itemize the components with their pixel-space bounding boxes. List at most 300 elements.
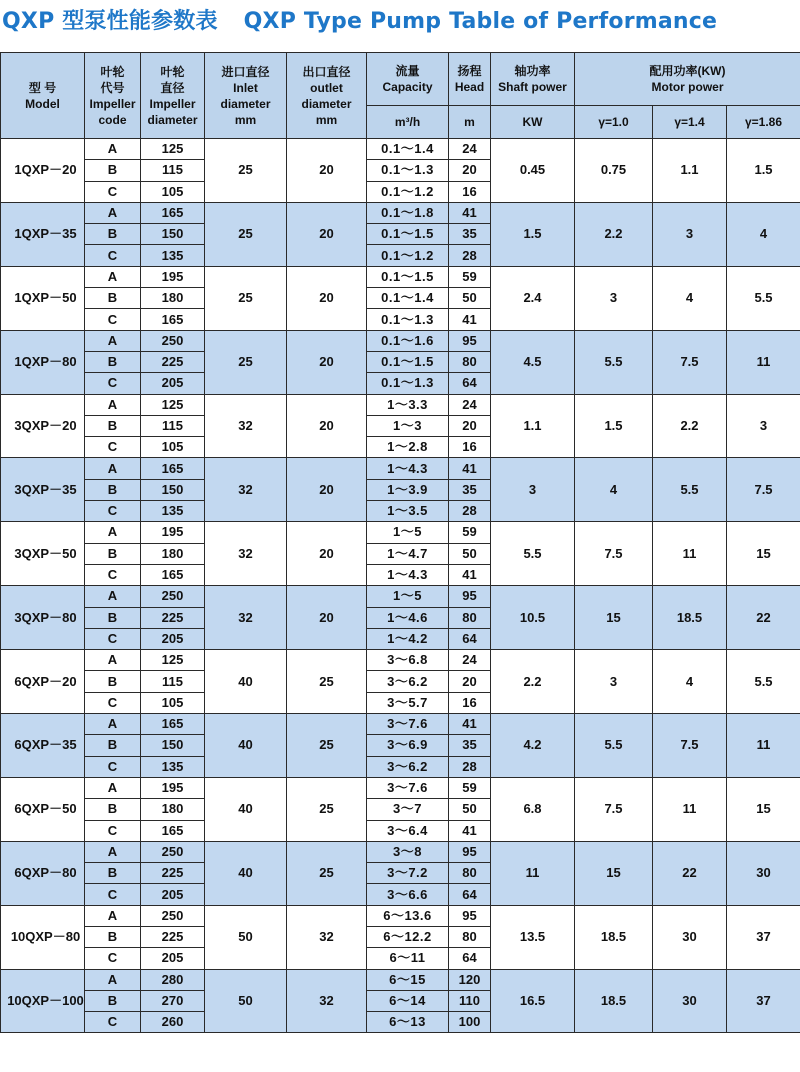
head-cell: 120 xyxy=(449,969,491,990)
inlet-cell: 40 xyxy=(205,714,287,778)
model-cell: 10QXP－100 xyxy=(1,969,85,1033)
impeller-diameter-cell: 165 xyxy=(141,714,205,735)
impeller-code-cell: B xyxy=(85,671,141,692)
capacity-cell: 0.1～1.4 xyxy=(367,139,449,160)
head-cell: 110 xyxy=(449,990,491,1011)
header-gamma-2: γ=1.4 xyxy=(653,106,727,139)
capacity-cell: 3～7.6 xyxy=(367,714,449,735)
head-cell: 35 xyxy=(449,224,491,245)
impeller-code-cell: C xyxy=(85,373,141,394)
model-cell: 6QXP－80 xyxy=(1,841,85,905)
outlet-cell: 20 xyxy=(287,330,367,394)
table-body xyxy=(1,139,800,1033)
impeller-diameter-cell: 250 xyxy=(141,905,205,926)
capacity-cell: 3～6.2 xyxy=(367,756,449,777)
motor-power-g1-cell: 5.5 xyxy=(575,330,653,394)
header-impeller-diameter: 叶轮 直径 Impeller diameter xyxy=(141,53,205,139)
header-impeller-code: 叶轮 代号 Impeller code xyxy=(85,53,141,139)
capacity-cell: 0.1～1.6 xyxy=(367,330,449,351)
motor-power-g1-cell: 5.5 xyxy=(575,714,653,778)
header-inlet: 进口直径 Inlet diameter mm xyxy=(205,53,287,139)
impeller-code-cell: B xyxy=(85,479,141,500)
motor-power-g2-cell: 7.5 xyxy=(653,714,727,778)
shaft-power-cell: 1.1 xyxy=(491,394,575,458)
impeller-code-cell: B xyxy=(85,415,141,436)
impeller-diameter-cell: 225 xyxy=(141,351,205,372)
impeller-code-cell: A xyxy=(85,330,141,351)
capacity-cell: 0.1～1.8 xyxy=(367,202,449,223)
shaft-power-cell: 5.5 xyxy=(491,522,575,586)
head-cell: 16 xyxy=(449,437,491,458)
impeller-code-cell: C xyxy=(85,692,141,713)
impeller-code-cell: B xyxy=(85,926,141,947)
impeller-diameter-cell: 165 xyxy=(141,309,205,330)
impeller-code-cell: A xyxy=(85,777,141,798)
impeller-diameter-cell: 260 xyxy=(141,1012,205,1033)
impeller-code-cell: A xyxy=(85,266,141,287)
outlet-cell: 25 xyxy=(287,650,367,714)
capacity-cell: 0.1～1.5 xyxy=(367,266,449,287)
shaft-power-cell: 11 xyxy=(491,841,575,905)
impeller-code-cell: B xyxy=(85,863,141,884)
inlet-cell: 32 xyxy=(205,586,287,650)
model-cell: 6QXP－20 xyxy=(1,650,85,714)
impeller-diameter-cell: 225 xyxy=(141,863,205,884)
impeller-code-cell: C xyxy=(85,501,141,522)
header-gamma-3: γ=1.86 xyxy=(727,106,800,139)
impeller-code-cell: A xyxy=(85,905,141,926)
head-cell: 20 xyxy=(449,415,491,436)
impeller-diameter-cell: 180 xyxy=(141,543,205,564)
header-shaft-power: 轴功率 Shaft power xyxy=(491,53,575,106)
impeller-code-cell: B xyxy=(85,351,141,372)
capacity-cell: 3～7.2 xyxy=(367,863,449,884)
impeller-code-cell: C xyxy=(85,628,141,649)
shaft-power-cell: 4.2 xyxy=(491,714,575,778)
impeller-diameter-cell: 195 xyxy=(141,777,205,798)
head-cell: 16 xyxy=(449,692,491,713)
head-cell: 24 xyxy=(449,139,491,160)
impeller-diameter-cell: 165 xyxy=(141,564,205,585)
head-cell: 41 xyxy=(449,714,491,735)
impeller-code-cell: A xyxy=(85,202,141,223)
header-gamma-1: γ=1.0 xyxy=(575,106,653,139)
head-cell: 50 xyxy=(449,543,491,564)
inlet-cell: 32 xyxy=(205,394,287,458)
impeller-code-cell: C xyxy=(85,1012,141,1033)
header-shaft-unit: KW xyxy=(491,106,575,139)
impeller-diameter-cell: 135 xyxy=(141,501,205,522)
motor-power-g1-cell: 15 xyxy=(575,841,653,905)
impeller-code-cell: C xyxy=(85,309,141,330)
shaft-power-cell: 16.5 xyxy=(491,969,575,1033)
impeller-code-cell: B xyxy=(85,799,141,820)
capacity-cell: 1～3.9 xyxy=(367,479,449,500)
capacity-cell: 1～3.5 xyxy=(367,501,449,522)
impeller-diameter-cell: 250 xyxy=(141,841,205,862)
capacity-cell: 6～12.2 xyxy=(367,926,449,947)
impeller-diameter-cell: 250 xyxy=(141,330,205,351)
head-cell: 59 xyxy=(449,522,491,543)
impeller-code-cell: B xyxy=(85,160,141,181)
impeller-diameter-cell: 135 xyxy=(141,756,205,777)
shaft-power-cell: 6.8 xyxy=(491,777,575,841)
impeller-diameter-cell: 270 xyxy=(141,990,205,1011)
head-cell: 28 xyxy=(449,501,491,522)
outlet-cell: 20 xyxy=(287,586,367,650)
motor-power-g2-cell: 7.5 xyxy=(653,330,727,394)
header-head-unit: m xyxy=(449,106,491,139)
impeller-code-cell: A xyxy=(85,714,141,735)
impeller-code-cell: C xyxy=(85,820,141,841)
capacity-cell: 6～15 xyxy=(367,969,449,990)
model-cell: 1QXP－35 xyxy=(1,202,85,266)
capacity-cell: 1～5 xyxy=(367,522,449,543)
model-cell: 1QXP－20 xyxy=(1,139,85,203)
impeller-diameter-cell: 115 xyxy=(141,160,205,181)
inlet-cell: 25 xyxy=(205,330,287,394)
inlet-cell: 50 xyxy=(205,969,287,1033)
outlet-cell: 20 xyxy=(287,202,367,266)
capacity-cell: 0.1～1.2 xyxy=(367,245,449,266)
shaft-power-cell: 2.4 xyxy=(491,266,575,330)
impeller-diameter-cell: 225 xyxy=(141,926,205,947)
inlet-cell: 25 xyxy=(205,139,287,203)
impeller-diameter-cell: 125 xyxy=(141,650,205,671)
head-cell: 20 xyxy=(449,160,491,181)
impeller-diameter-cell: 195 xyxy=(141,522,205,543)
table-row xyxy=(1,586,800,607)
head-cell: 80 xyxy=(449,863,491,884)
motor-power-g2-cell: 3 xyxy=(653,202,727,266)
capacity-cell: 3～6.6 xyxy=(367,884,449,905)
capacity-cell: 6～14 xyxy=(367,990,449,1011)
impeller-diameter-cell: 150 xyxy=(141,224,205,245)
impeller-code-cell: A xyxy=(85,586,141,607)
capacity-cell: 6～11 xyxy=(367,948,449,969)
outlet-cell: 32 xyxy=(287,969,367,1033)
motor-power-g3-cell: 1.5 xyxy=(727,139,800,203)
head-cell: 95 xyxy=(449,905,491,926)
impeller-code-cell: C xyxy=(85,245,141,266)
impeller-diameter-cell: 125 xyxy=(141,139,205,160)
capacity-cell: 1～4.3 xyxy=(367,564,449,585)
impeller-code-cell: C xyxy=(85,437,141,458)
table-row xyxy=(1,139,800,160)
table-row xyxy=(1,202,800,223)
head-cell: 59 xyxy=(449,777,491,798)
impeller-diameter-cell: 125 xyxy=(141,394,205,415)
impeller-diameter-cell: 150 xyxy=(141,479,205,500)
motor-power-g2-cell: 2.2 xyxy=(653,394,727,458)
impeller-diameter-cell: 105 xyxy=(141,437,205,458)
impeller-diameter-cell: 205 xyxy=(141,948,205,969)
head-cell: 20 xyxy=(449,671,491,692)
head-cell: 80 xyxy=(449,926,491,947)
motor-power-g1-cell: 4 xyxy=(575,458,653,522)
impeller-code-cell: A xyxy=(85,522,141,543)
head-cell: 100 xyxy=(449,1012,491,1033)
head-cell: 41 xyxy=(449,202,491,223)
head-cell: 28 xyxy=(449,756,491,777)
table-row xyxy=(1,458,800,479)
impeller-code-cell: B xyxy=(85,543,141,564)
title-english: QXP Type Pump Table of Performance xyxy=(243,9,718,34)
motor-power-g1-cell: 3 xyxy=(575,650,653,714)
shaft-power-cell: 10.5 xyxy=(491,586,575,650)
motor-power-g2-cell: 4 xyxy=(653,650,727,714)
header-motor-power: 配用功率(KW) Motor power xyxy=(575,53,800,106)
impeller-diameter-cell: 225 xyxy=(141,607,205,628)
outlet-cell: 25 xyxy=(287,714,367,778)
model-cell: 6QXP－35 xyxy=(1,714,85,778)
model-cell: 3QXP－50 xyxy=(1,522,85,586)
shaft-power-cell: 0.45 xyxy=(491,139,575,203)
inlet-cell: 25 xyxy=(205,266,287,330)
capacity-cell: 1～2.8 xyxy=(367,437,449,458)
table-row xyxy=(1,266,800,287)
motor-power-g1-cell: 0.75 xyxy=(575,139,653,203)
head-cell: 28 xyxy=(449,245,491,266)
head-cell: 80 xyxy=(449,607,491,628)
outlet-cell: 25 xyxy=(287,841,367,905)
motor-power-g1-cell: 18.5 xyxy=(575,905,653,969)
shaft-power-cell: 3 xyxy=(491,458,575,522)
capacity-cell: 3～8 xyxy=(367,841,449,862)
impeller-diameter-cell: 115 xyxy=(141,671,205,692)
impeller-diameter-cell: 250 xyxy=(141,586,205,607)
inlet-cell: 25 xyxy=(205,202,287,266)
shaft-power-cell: 4.5 xyxy=(491,330,575,394)
motor-power-g3-cell: 30 xyxy=(727,841,800,905)
motor-power-g2-cell: 30 xyxy=(653,905,727,969)
impeller-code-cell: B xyxy=(85,735,141,756)
inlet-cell: 32 xyxy=(205,522,287,586)
page-title xyxy=(2,4,717,40)
capacity-cell: 1～4.2 xyxy=(367,628,449,649)
impeller-diameter-cell: 105 xyxy=(141,181,205,202)
capacity-cell: 3～6.8 xyxy=(367,650,449,671)
capacity-cell: 1～4.3 xyxy=(367,458,449,479)
motor-power-g2-cell: 30 xyxy=(653,969,727,1033)
model-cell: 1QXP－80 xyxy=(1,330,85,394)
impeller-code-cell: A xyxy=(85,139,141,160)
table-row xyxy=(1,714,800,735)
model-cell: 3QXP－20 xyxy=(1,394,85,458)
capacity-cell: 1～4.7 xyxy=(367,543,449,564)
impeller-code-cell: C xyxy=(85,564,141,585)
table-row xyxy=(1,841,800,862)
outlet-cell: 20 xyxy=(287,522,367,586)
impeller-diameter-cell: 135 xyxy=(141,245,205,266)
inlet-cell: 50 xyxy=(205,905,287,969)
impeller-code-cell: C xyxy=(85,884,141,905)
motor-power-g3-cell: 4 xyxy=(727,202,800,266)
shaft-power-cell: 1.5 xyxy=(491,202,575,266)
head-cell: 80 xyxy=(449,351,491,372)
impeller-code-cell: C xyxy=(85,181,141,202)
capacity-cell: 1～4.6 xyxy=(367,607,449,628)
head-cell: 24 xyxy=(449,650,491,671)
head-cell: 64 xyxy=(449,948,491,969)
model-cell: 3QXP－35 xyxy=(1,458,85,522)
motor-power-g1-cell: 15 xyxy=(575,586,653,650)
outlet-cell: 20 xyxy=(287,458,367,522)
capacity-cell: 0.1～1.3 xyxy=(367,309,449,330)
head-cell: 35 xyxy=(449,735,491,756)
capacity-cell: 3～6.9 xyxy=(367,735,449,756)
motor-power-g2-cell: 11 xyxy=(653,777,727,841)
motor-power-g3-cell: 15 xyxy=(727,777,800,841)
impeller-code-cell: A xyxy=(85,969,141,990)
impeller-code-cell: A xyxy=(85,841,141,862)
outlet-cell: 32 xyxy=(287,905,367,969)
head-cell: 95 xyxy=(449,330,491,351)
inlet-cell: 40 xyxy=(205,650,287,714)
impeller-diameter-cell: 195 xyxy=(141,266,205,287)
head-cell: 64 xyxy=(449,628,491,649)
head-cell: 41 xyxy=(449,564,491,585)
impeller-code-cell: B xyxy=(85,607,141,628)
header-outlet: 出口直径 outlet diameter mm xyxy=(287,53,367,139)
motor-power-g1-cell: 7.5 xyxy=(575,777,653,841)
capacity-cell: 0.1～1.5 xyxy=(367,224,449,245)
table-row xyxy=(1,905,800,926)
motor-power-g3-cell: 5.5 xyxy=(727,650,800,714)
outlet-cell: 20 xyxy=(287,266,367,330)
shaft-power-cell: 2.2 xyxy=(491,650,575,714)
motor-power-g3-cell: 3 xyxy=(727,394,800,458)
motor-power-g3-cell: 11 xyxy=(727,714,800,778)
capacity-cell: 3～7.6 xyxy=(367,777,449,798)
motor-power-g2-cell: 11 xyxy=(653,522,727,586)
head-cell: 41 xyxy=(449,458,491,479)
head-cell: 95 xyxy=(449,841,491,862)
title-chinese: QXP 型泵性能参数表 xyxy=(2,9,218,34)
table-row xyxy=(1,777,800,798)
capacity-cell: 1～5 xyxy=(367,586,449,607)
capacity-cell: 6～13.6 xyxy=(367,905,449,926)
motor-power-g3-cell: 11 xyxy=(727,330,800,394)
head-cell: 64 xyxy=(449,373,491,394)
capacity-cell: 6～13 xyxy=(367,1012,449,1033)
capacity-cell: 1～3 xyxy=(367,415,449,436)
inlet-cell: 40 xyxy=(205,777,287,841)
motor-power-g1-cell: 7.5 xyxy=(575,522,653,586)
motor-power-g3-cell: 7.5 xyxy=(727,458,800,522)
head-cell: 50 xyxy=(449,288,491,309)
outlet-cell: 20 xyxy=(287,139,367,203)
impeller-code-cell: A xyxy=(85,458,141,479)
capacity-cell: 0.1～1.5 xyxy=(367,351,449,372)
model-cell: 3QXP－80 xyxy=(1,586,85,650)
head-cell: 95 xyxy=(449,586,491,607)
capacity-cell: 3～6.2 xyxy=(367,671,449,692)
capacity-cell: 0.1～1.3 xyxy=(367,160,449,181)
shaft-power-cell: 13.5 xyxy=(491,905,575,969)
impeller-diameter-cell: 105 xyxy=(141,692,205,713)
header-model: 型 号 Model xyxy=(1,53,85,139)
model-cell: 6QXP－50 xyxy=(1,777,85,841)
outlet-cell: 25 xyxy=(287,777,367,841)
impeller-diameter-cell: 180 xyxy=(141,288,205,309)
impeller-code-cell: B xyxy=(85,990,141,1011)
impeller-code-cell: A xyxy=(85,650,141,671)
impeller-diameter-cell: 205 xyxy=(141,373,205,394)
capacity-cell: 3～6.4 xyxy=(367,820,449,841)
impeller-code-cell: B xyxy=(85,288,141,309)
outlet-cell: 20 xyxy=(287,394,367,458)
capacity-cell: 0.1～1.4 xyxy=(367,288,449,309)
head-cell: 24 xyxy=(449,394,491,415)
capacity-cell: 3～7 xyxy=(367,799,449,820)
impeller-diameter-cell: 180 xyxy=(141,799,205,820)
head-cell: 41 xyxy=(449,309,491,330)
head-cell: 35 xyxy=(449,479,491,500)
capacity-cell: 0.1～1.2 xyxy=(367,181,449,202)
motor-power-g1-cell: 3 xyxy=(575,266,653,330)
impeller-diameter-cell: 205 xyxy=(141,628,205,649)
model-cell: 10QXP－80 xyxy=(1,905,85,969)
impeller-code-cell: A xyxy=(85,394,141,415)
impeller-diameter-cell: 280 xyxy=(141,969,205,990)
table-row xyxy=(1,394,800,415)
inlet-cell: 32 xyxy=(205,458,287,522)
motor-power-g1-cell: 1.5 xyxy=(575,394,653,458)
capacity-cell: 0.1～1.3 xyxy=(367,373,449,394)
impeller-code-cell: B xyxy=(85,224,141,245)
motor-power-g3-cell: 22 xyxy=(727,586,800,650)
impeller-diameter-cell: 150 xyxy=(141,735,205,756)
head-cell: 16 xyxy=(449,181,491,202)
performance-table xyxy=(0,52,800,1033)
impeller-diameter-cell: 165 xyxy=(141,202,205,223)
head-cell: 41 xyxy=(449,820,491,841)
motor-power-g2-cell: 22 xyxy=(653,841,727,905)
header-head: 扬程 Head xyxy=(449,53,491,106)
model-cell: 1QXP－50 xyxy=(1,266,85,330)
head-cell: 59 xyxy=(449,266,491,287)
table-row xyxy=(1,650,800,671)
motor-power-g3-cell: 37 xyxy=(727,905,800,969)
header-capacity-unit: m³/h xyxy=(367,106,449,139)
motor-power-g1-cell: 18.5 xyxy=(575,969,653,1033)
motor-power-g1-cell: 2.2 xyxy=(575,202,653,266)
motor-power-g2-cell: 4 xyxy=(653,266,727,330)
table-row xyxy=(1,969,800,990)
motor-power-g3-cell: 15 xyxy=(727,522,800,586)
impeller-code-cell: C xyxy=(85,756,141,777)
head-cell: 50 xyxy=(449,799,491,820)
motor-power-g2-cell: 1.1 xyxy=(653,139,727,203)
header-capacity: 流量 Capacity xyxy=(367,53,449,106)
impeller-diameter-cell: 165 xyxy=(141,820,205,841)
impeller-diameter-cell: 165 xyxy=(141,458,205,479)
capacity-cell: 3～5.7 xyxy=(367,692,449,713)
impeller-diameter-cell: 115 xyxy=(141,415,205,436)
impeller-diameter-cell: 205 xyxy=(141,884,205,905)
motor-power-g2-cell: 18.5 xyxy=(653,586,727,650)
motor-power-g3-cell: 5.5 xyxy=(727,266,800,330)
head-cell: 64 xyxy=(449,884,491,905)
motor-power-g2-cell: 5.5 xyxy=(653,458,727,522)
table-row xyxy=(1,330,800,351)
inlet-cell: 40 xyxy=(205,841,287,905)
table-row xyxy=(1,522,800,543)
impeller-code-cell: C xyxy=(85,948,141,969)
capacity-cell: 1～3.3 xyxy=(367,394,449,415)
motor-power-g3-cell: 37 xyxy=(727,969,800,1033)
